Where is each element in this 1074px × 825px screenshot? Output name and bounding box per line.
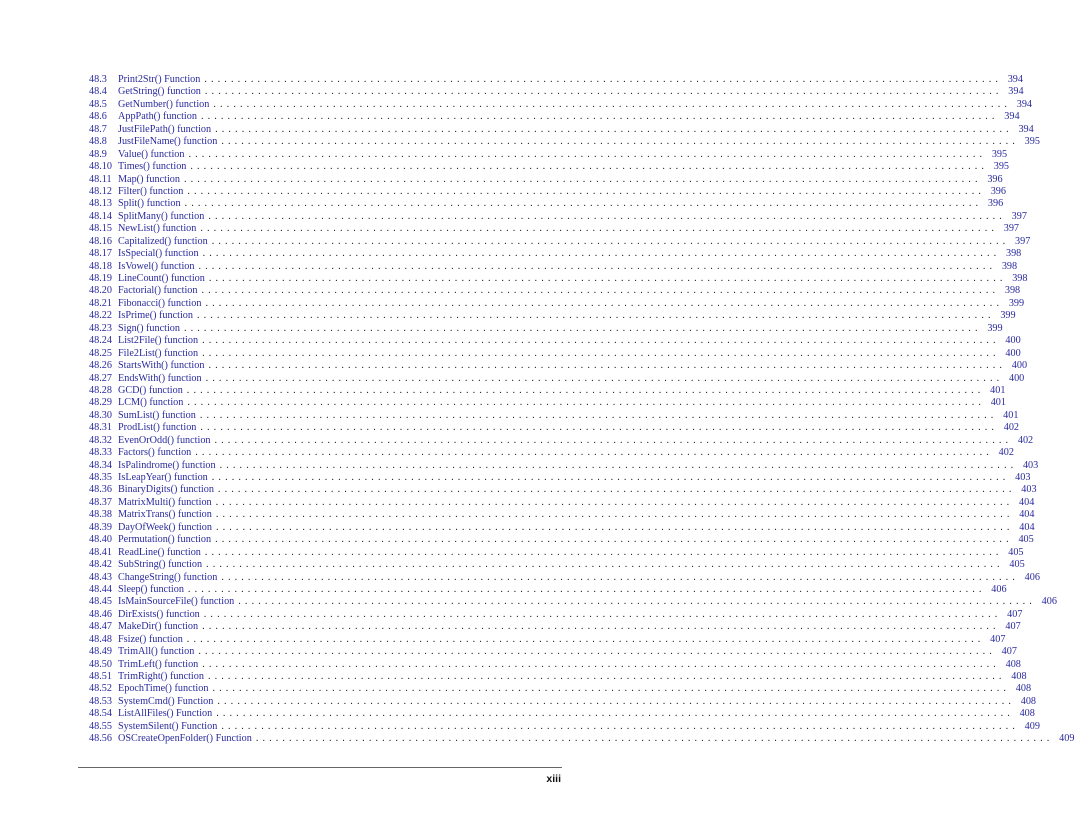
toc-entry-number: 48.19 [89,273,112,284]
toc-entry-number: 48.53 [89,695,112,707]
toc-entry-page[interactable]: 405 [1018,534,1034,546]
toc-entry-title[interactable]: Sign() function [118,322,180,334]
toc-entry-page[interactable]: 395 [993,161,1010,173]
dot-leader: ........................................................................................................................ [215,521,1014,533]
toc-entry-title[interactable]: BinaryDigits() function [118,484,214,496]
toc-entry-page[interactable]: 397 [1003,223,1019,235]
toc-entry[interactable] [89,671,1027,683]
toc-entry-page[interactable]: 406 [991,583,1007,595]
dot-leader: ........................................................................................................................ [190,161,989,173]
toc-entry-page[interactable]: 397 [1011,210,1027,222]
toc-entry[interactable] [89,185,1006,198]
toc-entry-number: 48.31 [89,422,112,434]
toc-entry-page[interactable]: 396 [990,185,1006,197]
toc-entry-title[interactable]: IsSpecial() function [118,248,199,260]
toc-entry-number: 48.41 [89,546,112,558]
toc-entry-title[interactable]: DirExists() function [118,608,200,620]
toc-entry-page[interactable]: 397 [1015,235,1031,247]
toc-entry-title[interactable]: IsVowel() function [118,260,195,272]
toc-entry-title[interactable]: SumList() function [118,409,196,421]
toc-entry[interactable] [89,472,1031,484]
toc-entry[interactable] [89,123,1034,136]
toc-entry-page[interactable]: 408 [1011,671,1027,682]
toc-entry-title[interactable]: Split() function [118,198,181,210]
toc-entry[interactable] [89,409,1019,422]
toc-entry[interactable] [89,161,1010,173]
dot-leader: ........................................................................................................................ [187,185,985,197]
toc-entry[interactable] [89,583,1007,596]
toc-entry-page[interactable]: 408 [1015,683,1032,695]
toc-entry-page[interactable]: 405 [1009,559,1025,571]
toc-entry-title[interactable]: EpochTime() function [118,683,209,695]
toc-entry[interactable] [89,534,1034,546]
toc-entry-title[interactable]: Factorial() function [118,285,198,297]
toc-entry[interactable] [89,210,1027,223]
dot-leader: ........................................................................................................................ [202,347,1000,359]
dot-leader: ........................................................................................................................ [213,98,1011,110]
dot-leader: ........................................................................................................................ [216,708,1014,720]
toc-entry[interactable] [89,621,1021,633]
toc-entry[interactable] [89,509,1035,521]
toc-entry-title[interactable]: GetNumber() function [118,98,210,110]
toc-entry-number: 48.36 [89,484,112,496]
toc-entry[interactable] [89,633,1006,646]
toc-entry-title[interactable]: MakeDir() function [118,621,199,633]
toc-entry-number: 48.54 [89,708,112,720]
toc-entry[interactable] [89,447,1014,459]
toc-entry[interactable] [89,148,1008,161]
toc-entry-number: 48.11 [89,173,112,185]
toc-entry-title[interactable]: OSCreateOpenFolder() Function [118,733,252,745]
dot-leader: ........................................................................................................................ [215,534,1013,546]
toc-entry-page[interactable]: 398 [1004,285,1021,297]
dot-leader: ........................................................................................................................ [208,273,1007,284]
toc-entry-title[interactable]: SystemCmd() Function [118,695,214,707]
toc-entry-number: 48.34 [89,459,112,471]
toc-entry-title[interactable]: EvenOrOdd() function [118,434,211,446]
toc-entry[interactable] [89,260,1018,273]
toc-entry[interactable] [89,720,1040,733]
toc-entry-page[interactable]: 402 [998,447,1014,459]
toc-entry-number: 48.20 [89,285,112,297]
toc-entry-number: 48.42 [89,559,112,571]
toc-entry-number: 48.45 [89,596,112,608]
dot-leader: ........................................................................................................................ [202,248,1001,260]
toc-entry-number: 48.40 [89,534,112,546]
toc-entry[interactable] [89,521,1035,534]
dot-leader: ........................................................................................................................ [255,733,1054,745]
toc-entry-page[interactable]: 401 [990,384,1006,396]
toc-entry[interactable] [89,496,1035,509]
toc-entry-title[interactable]: EndsWith() function [118,372,202,384]
toc-entry-page[interactable]: 408 [1005,658,1021,670]
toc-entry-page[interactable]: 394 [1004,111,1020,123]
toc-entry[interactable] [89,297,1025,310]
toc-entry-number: 48.38 [89,509,112,521]
toc-entry-page[interactable]: 406 [1041,596,1057,608]
toc-entry[interactable] [89,384,1006,397]
toc-entry-number: 48.37 [89,496,112,508]
dot-leader: ........................................................................................................................ [200,223,998,235]
toc-entry[interactable] [89,571,1040,584]
toc-entry-page[interactable]: 403 [1022,459,1039,471]
toc-entry[interactable] [89,546,1024,559]
dot-leader: ........................................................................................................................ [186,633,985,645]
toc-entry-number: 48.43 [89,571,112,583]
toc-entry-page[interactable]: 408 [1019,708,1035,720]
toc-entry-page[interactable]: 399 [1000,310,1016,322]
dot-leader: ........................................................................................................................ [200,111,999,123]
toc-entry-title[interactable]: SubString() function [118,559,203,571]
toc-entry-title[interactable]: Map() function [118,173,180,185]
toc-entry-page[interactable]: 395 [991,148,1008,160]
page-number: xiii [546,773,561,785]
toc-entry-number: 48.6 [89,111,107,123]
toc-entry-title[interactable]: IsPrime() function [118,310,193,322]
toc-entry[interactable] [89,596,1057,608]
toc-entry-title[interactable]: TrimRight() function [118,671,204,682]
toc-entry[interactable] [89,360,1028,372]
toc-entry-number: 48.28 [89,384,112,396]
toc-entry-title[interactable]: JustFileName() function [118,136,218,148]
toc-entry-page[interactable]: 400 [1011,360,1028,372]
toc-entry-number: 48.24 [89,335,112,347]
toc-entry-number: 48.26 [89,360,112,372]
toc-entry-number: 48.33 [89,447,112,459]
toc-entry-title[interactable]: Factors() function [118,447,192,459]
toc-entry-page[interactable]: 403 [1015,472,1031,483]
toc-entry-number: 48.16 [89,235,112,247]
dot-leader: ........................................................................................................................ [204,546,1003,558]
toc-entry-number: 48.18 [89,260,112,272]
toc-entry-title[interactable]: ChangeString() function [118,571,218,583]
toc-entry[interactable] [89,322,1003,335]
toc-entry-title[interactable]: GCD() function [118,384,183,396]
toc-entry-page[interactable]: 398 [1012,273,1028,284]
toc-entry[interactable] [89,708,1035,720]
dot-leader: ........................................................................................................................ [221,571,1019,583]
toc-entry-number: 48.13 [89,198,112,210]
toc-entry-number: 48.39 [89,521,112,533]
toc-entry-page[interactable]: 409 [1059,733,1074,745]
dot-leader: ........................................................................................................................ [217,695,1015,707]
dot-leader: ........................................................................................................................ [238,596,1036,608]
toc-entry-number: 48.14 [89,210,112,222]
toc-entry[interactable] [89,683,1032,695]
toc-entry-number: 48.32 [89,434,112,446]
toc-entry-title[interactable]: StartsWith() function [118,360,205,372]
dot-leader: ........................................................................................................................ [208,210,1006,222]
toc-entry-title[interactable]: ListAllFiles() Function [118,708,213,720]
toc-entry-title[interactable]: Permutation() function [118,534,212,546]
toc-entry-number: 48.21 [89,297,112,309]
toc-entry-number: 48.10 [89,161,112,173]
toc-entry-title[interactable]: Value() function [118,148,185,160]
toc-entry[interactable] [89,335,1021,347]
toc-entry-title[interactable]: LCM() function [118,397,184,409]
dot-leader: ........................................................................................................................ [203,608,1002,620]
toc-entry-page[interactable]: 400 [1005,347,1021,359]
toc-entry[interactable] [89,459,1039,472]
toc-entry-page[interactable]: 405 [1008,546,1024,558]
toc-entry[interactable] [89,111,1020,123]
dot-leader: ........................................................................................................................ [196,310,995,322]
dot-leader: ........................................................................................................................ [200,422,999,434]
toc-entry-number: 48.30 [89,409,112,421]
toc-entry-page[interactable]: 406 [1024,571,1040,583]
toc-entry[interactable] [89,733,1074,745]
toc-entry[interactable] [89,248,1022,260]
toc-entry-title[interactable]: List2File() function [118,335,199,347]
toc-entry-title[interactable]: Sleep() function [118,583,184,595]
dot-leader: ........................................................................................................................ [204,74,1002,85]
toc-entry-number: 48.46 [89,608,112,620]
toc-entry[interactable] [89,235,1031,248]
toc-entry-title[interactable]: TrimAll() function [118,646,195,658]
toc-entry-page[interactable]: 396 [987,173,1003,185]
dot-leader: ........................................................................................................................ [183,173,982,185]
toc-entry-number: 48.8 [89,136,107,148]
dot-leader: ........................................................................................................................ [211,235,1010,247]
toc-entry-page[interactable]: 399 [1008,297,1025,309]
toc-entry-number: 48.50 [89,658,112,670]
dot-leader: ........................................................................................................................ [188,148,987,160]
toc-entry-title[interactable]: IsPalindrome() function [118,459,216,471]
toc-entry-page[interactable]: 400 [1008,372,1025,384]
toc-entry-page[interactable]: 404 [1019,509,1035,521]
toc-entry-title[interactable]: IsMainSourceFile() function [118,596,235,608]
dot-leader: ........................................................................................................................ [202,658,1000,670]
toc-entry-page[interactable]: 407 [1001,646,1017,658]
dot-leader: ........................................................................................................................ [221,136,1019,148]
toc-entry-number: 48.49 [89,646,112,658]
toc-entry-page[interactable]: 394 [1007,74,1023,85]
toc-entry[interactable] [89,434,1034,447]
dot-leader: ........................................................................................................................ [205,297,1004,309]
toc-entry[interactable] [89,98,1032,111]
toc-entry-number: 48.52 [89,683,112,695]
toc-entry[interactable] [89,285,1021,297]
toc-entry-page[interactable]: 402 [1017,434,1034,446]
toc-entry-number: 48.35 [89,472,112,483]
toc-entry-number: 48.47 [89,621,112,633]
dot-leader: ........................................................................................................................ [217,484,1016,496]
toc-entry-title[interactable]: SplitMany() function [118,210,205,222]
toc-entry-page[interactable]: 407 [1005,621,1021,633]
toc-entry[interactable] [89,310,1016,322]
dot-leader: ........................................................................................................................ [199,409,998,421]
dot-leader: ........................................................................................................................ [211,472,1010,483]
toc-entry-number: 48.4 [89,86,107,98]
toc-entry-page[interactable]: 395 [1024,136,1040,148]
toc-entry-page[interactable]: 394 [1016,98,1032,110]
toc-entry-title[interactable]: Fibonacci() function [118,297,202,309]
toc-entry-page[interactable]: 398 [1005,248,1022,260]
dot-leader: ........................................................................................................................ [186,384,985,396]
toc-entry-title[interactable]: NewList() function [118,223,197,235]
dot-leader: ........................................................................................................................ [184,198,983,210]
toc-entry-page[interactable]: 404 [1019,496,1035,508]
toc-entry-title[interactable]: Fsize() function [118,633,183,645]
toc-entry-number: 48.55 [89,720,112,732]
toc-entry-page[interactable]: 409 [1024,720,1040,732]
toc-entry-page[interactable]: 407 [990,633,1006,645]
toc-entry-title[interactable]: ProdList() function [118,422,197,434]
toc-entry-page[interactable]: 401 [1003,409,1019,421]
dot-leader: ........................................................................................................................ [187,583,986,595]
toc-entry-number: 48.5 [89,98,107,110]
toc-entry-number: 48.51 [89,671,112,682]
toc-entry-number: 48.27 [89,372,112,384]
toc-entry[interactable] [89,347,1021,360]
toc-entry-page[interactable]: 404 [1019,521,1035,533]
toc-entry-number: 48.9 [89,148,107,160]
dot-leader: ........................................................................................................................ [214,434,1013,446]
toc-entry-page[interactable]: 400 [1005,335,1021,347]
toc-entry-number: 48.15 [89,223,112,235]
toc-entry[interactable] [89,397,1006,409]
dot-leader: ........................................................................................................................ [201,285,1000,297]
toc-entry[interactable] [89,173,1003,186]
dot-leader: ........................................................................................................................ [202,335,1000,347]
dot-leader: ........................................................................................................................ [204,86,1003,98]
toc-entry[interactable] [89,608,1023,621]
toc-entry[interactable] [89,223,1019,235]
dot-leader: ........................................................................................................................ [212,683,1011,695]
toc-entry-page[interactable]: 408 [1020,695,1036,707]
toc-entry-title[interactable]: JustFilePath() function [118,123,212,135]
toc-entry[interactable] [89,74,1023,86]
dot-leader: ........................................................................................................................ [208,360,1007,372]
toc-entry-title[interactable]: AppPath() function [118,111,197,123]
toc-entry-number: 48.12 [89,185,112,197]
toc-entry-number: 48.7 [89,123,107,135]
toc-entry[interactable] [89,136,1040,148]
toc-entry-page[interactable]: 398 [1001,260,1018,272]
toc-entry-number: 48.29 [89,397,112,409]
toc-entry-title[interactable]: SystemSilent() Function [118,720,218,732]
toc-entry[interactable] [89,198,1004,210]
toc-entry-title[interactable]: MatrixTrans() function [118,509,212,521]
toc-entry-title[interactable]: LineCount() function [118,273,205,284]
toc-entry-number: 48.22 [89,310,112,322]
toc-entry-page[interactable]: 407 [1007,608,1023,620]
toc-entry[interactable] [89,695,1036,708]
toc-entry[interactable] [89,422,1020,434]
dot-leader: ........................................................................................................................ [202,621,1000,633]
toc-entry-title[interactable]: GetString() function [118,86,201,98]
table-of-contents [89,74,1074,746]
toc-entry-page[interactable]: 401 [990,397,1006,409]
toc-entry[interactable] [89,86,1024,98]
toc-entry-page[interactable]: 402 [1003,422,1020,434]
dot-leader: ........................................................................................................................ [187,397,985,409]
dot-leader: ........................................................................................................................ [206,559,1004,571]
toc-entry[interactable] [89,658,1021,671]
dot-leader: ........................................................................................................................ [198,646,996,658]
dot-leader: ........................................................................................................................ [219,459,1018,471]
toc-entry[interactable] [89,372,1025,385]
toc-entry[interactable] [89,559,1025,571]
toc-entry-number: 48.44 [89,583,112,595]
toc-entry-title[interactable]: MatrixMulti() function [118,496,212,508]
dot-leader: ........................................................................................................................ [215,496,1014,508]
dot-leader: ........................................................................................................................ [183,322,982,334]
toc-entry-page[interactable]: 394 [1008,86,1024,98]
toc-entry-number: 48.48 [89,633,112,645]
toc-entry[interactable] [89,646,1017,658]
toc-entry-title[interactable]: TrimLeft() function [118,658,199,670]
toc-entry-title[interactable]: Print2Str() Function [118,74,201,85]
toc-entry-page[interactable]: 394 [1018,123,1034,135]
toc-entry-title[interactable]: Capitalized() function [118,235,208,247]
toc-entry-title[interactable]: Times() function [118,161,187,173]
toc-entry-page[interactable]: 396 [987,198,1004,210]
toc-entry-title[interactable]: IsLeapYear() function [118,472,208,483]
toc-entry-page[interactable]: 403 [1021,484,1037,496]
toc-entry-number: 48.17 [89,248,112,260]
toc-entry-title[interactable]: ReadLine() function [118,546,201,558]
dot-leader: ........................................................................................................................ [215,123,1013,135]
dot-leader: ........................................................................................................................ [198,260,997,272]
toc-entry-title[interactable]: File2List() function [118,347,199,359]
footer-rule [78,767,562,768]
dot-leader: ........................................................................................................................ [221,720,1019,732]
toc-entry-page[interactable]: 399 [987,322,1003,334]
toc-entry-title[interactable]: Filter() function [118,185,184,197]
toc-entry-number: 48.3 [89,74,107,85]
toc-entry[interactable] [89,484,1037,496]
dot-leader: ........................................................................................................................ [205,372,1004,384]
toc-entry-title[interactable]: DayOfWeek() function [118,521,212,533]
toc-entry-number: 48.56 [89,733,112,745]
toc-entry-number: 48.25 [89,347,112,359]
toc-entry[interactable] [89,273,1028,285]
toc-entry-number: 48.23 [89,322,112,334]
dot-leader: ........................................................................................................................ [207,671,1006,682]
dot-leader: ........................................................................................................................ [195,447,993,459]
dot-leader: ........................................................................................................................ [215,509,1014,521]
